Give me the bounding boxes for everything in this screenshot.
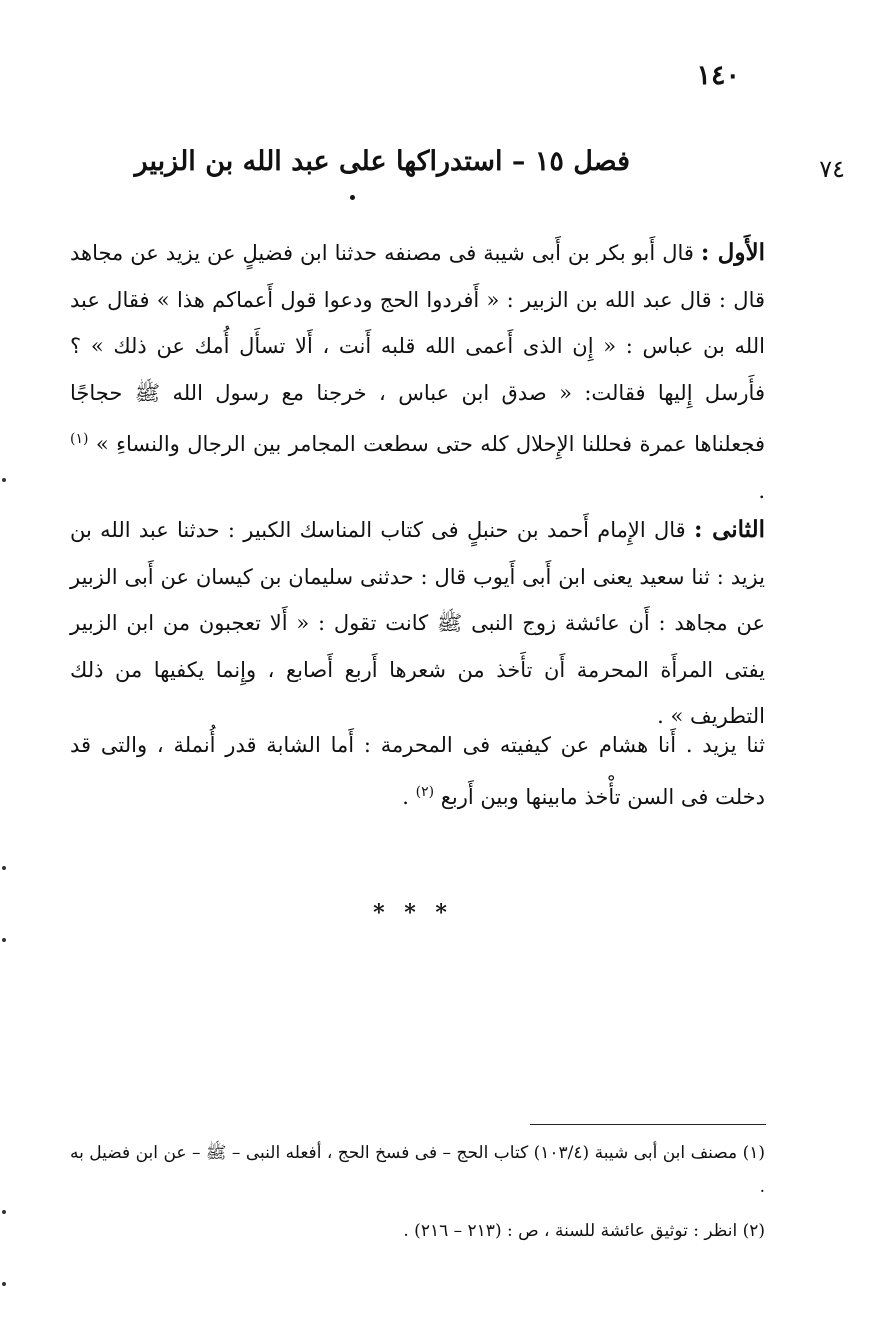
chapter-title: فصل ١٥ – استدراكها على عبد الله بن الزبير <box>134 146 630 177</box>
paragraph-lead: الأَول : <box>700 239 765 266</box>
paragraph-end: . <box>758 478 765 503</box>
scan-speck <box>2 478 6 482</box>
paragraph-first <box>70 230 765 514</box>
section-number: ٧٤ <box>819 155 845 183</box>
page-number: ١٤٠ <box>696 60 740 91</box>
footnotes <box>70 1136 765 1248</box>
paragraph-text: قال أَبو بكر بن أَبى شيبة فى مصنفه حدثنا ابن فضيلٍ عن يزيد عن مجاهد قال : قال عبد الله بن الزبير : « أَفردوا الحج ودعوا قول أَعماكم هذا » فقال عبد الله بن عباس : « إِن الذى أَعمى الله قلبه أَنت ، أَلا تسأَل أُمك عن ذلك » ؟ فأَرسل إِليها فقالت: « صدق ابن عباس ، خرجنا مع رسول الله ﷺ حجاجًا فجعلناها عمرة فحللنا الإِحلال كله حتى سطعت المجامر بين الرجال والنساءِ » <box>70 241 766 456</box>
paragraph-text: ثنا يزيد . أَنا هشام عن كيفيته فى المحرمة : أَما الشابة قدر أُنملة ، والتى قد دخلت فى السن تأْخذ مابينها وبين أَربع <box>70 733 765 809</box>
paragraph-end: . <box>402 784 409 809</box>
footnote-divider <box>530 1124 766 1125</box>
scan-speck <box>2 938 6 942</box>
scan-speck <box>2 1210 6 1214</box>
footnote-marker: (١) <box>70 431 89 447</box>
paragraph-second <box>70 507 765 740</box>
scan-speck <box>2 866 6 870</box>
footnote-2: (٢) انظر : توثيق عائشة للسنة ، ص : (٢١٣ – ٢١٦) . <box>403 1221 765 1241</box>
title-dot-mark <box>350 195 355 200</box>
section-separator: * * * <box>373 900 453 926</box>
footnote-marker: (٢) <box>415 783 435 800</box>
paragraph-text: قال الإِمام أَحمد بن حنبلٍ فى كتاب المناسك الكبير : حدثنا عبد الله بن يزيد : ثنا سعيد يعنى ابن أَبى أَيوب قال : حدثنى سليمان بن كيسان عن أَبى الزبير عن مجاهد : أَن عائشة زوج النبى ﷺ كانت تقول : « أَلا تعجبون من ابن الزبير يفتى المرأَة المحرمة أَن تأَخذ من شعرها أَربع أَصابع ، وإِنما يكفيها من ذلك التطريف » . <box>70 518 765 728</box>
paragraph-third <box>70 722 765 820</box>
footnote-1: (١) مصنف ابن أبى شيبة (١٠٣/٤) كتاب الحج – فى فسخ الحج ، أفعله النبى – ﷺ – عن ابن فضيل به . <box>70 1143 766 1197</box>
scan-speck <box>2 1282 6 1286</box>
paragraph-lead: الثانى : <box>693 516 765 543</box>
